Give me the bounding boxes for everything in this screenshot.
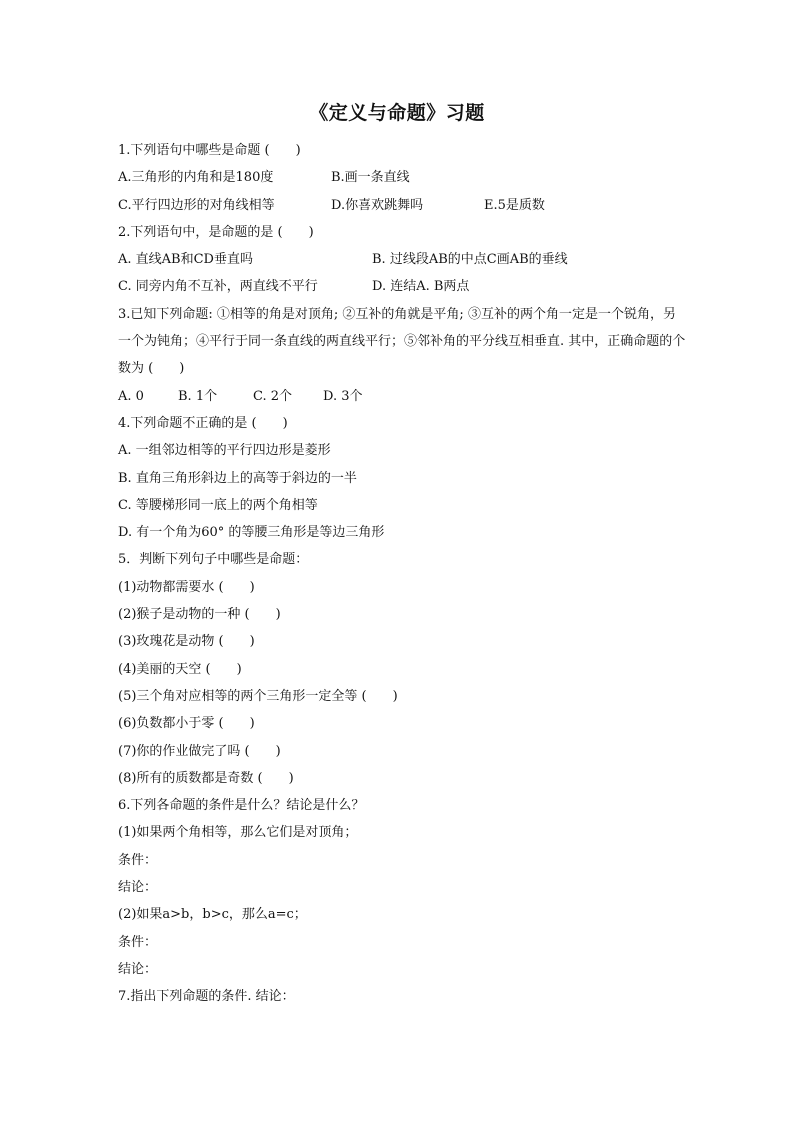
question-4-option-a: A. 一组邻边相等的平行四边形是菱形 — [118, 443, 331, 459]
question-3-option-b: B. 1个 — [178, 388, 218, 404]
question-1-options-row-2 — [118, 192, 688, 219]
question-3-options — [118, 383, 688, 410]
question-6-part-2: (2)如果a>b，b>c，那么a=c； — [118, 907, 307, 923]
question-5-stem: 5．判断下列句子中哪些是命题： — [118, 552, 309, 568]
question-2-option-b: B. 过线段AB的中点C画AB的垂线 — [372, 252, 568, 268]
question-3-option-a: A. 0 — [118, 388, 144, 404]
question-1-option-c: C.平行四边形的对角线相等 — [118, 197, 275, 213]
question-4-option-c: C. 等腰梯形同一底上的两个角相等 — [118, 497, 318, 513]
question-5-item: (6)负数都小于零 ( ) — [118, 716, 255, 732]
question-2-stem: 2.下列语句中，是命题的是 ( ) — [118, 224, 314, 240]
question-1-stem: 1.下列语句中哪些是命题 ( ) — [118, 143, 301, 158]
question-1-option-e: E.5是质数 — [484, 197, 545, 213]
question-6-part-1-conclusion: 结论： — [118, 880, 158, 896]
question-5-item: (2)猴子是动物的一种 ( ) — [118, 607, 281, 623]
question-6-part-2-condition: 条件： — [118, 934, 158, 950]
question-3-option-d: D. 3个 — [323, 388, 363, 404]
question-6-part-2-conclusion: 结论： — [118, 961, 158, 977]
question-1-option-b: B.画一条直线 — [331, 170, 410, 186]
question-2-option-c: C. 同旁内角不互补，两直线不平行 — [118, 279, 318, 295]
question-6-part-1-condition: 条件： — [118, 852, 158, 868]
question-2-options-row-2 — [118, 273, 688, 300]
question-1-option-a: A.三角形的内角和是180度 — [118, 170, 274, 186]
question-2-option-d: D. 连结A. B两点 — [372, 279, 470, 295]
question-5-item: (3)玫瑰花是动物 ( ) — [118, 634, 255, 650]
question-3-stem: 3.已知下列命题: ①相等的角是对顶角; ②互补的角就是平角; ③互补的两个角一定是一个锐角，另一个为钝角；④平行于同一条直线的两直线平行；⑤邻补角的平分线互相垂直. 其中，正确命题的个数为 ( ) — [118, 306, 686, 377]
question-1-options-row-1 — [118, 164, 688, 191]
question-6-stem: 6.下列各命题的条件是什么？结论是什么？ — [118, 798, 365, 814]
question-4-stem: 4.下列命题不正确的是 ( ) — [118, 415, 288, 431]
question-7-stem: 7.指出下列命题的条件. 结论： — [118, 989, 295, 1005]
page-title: 《定义与命题》习题 — [309, 102, 485, 124]
question-5-item: (7)你的作业做完了吗 ( ) — [118, 743, 281, 759]
question-2-options-row-1 — [118, 246, 688, 273]
question-2-option-a: A. 直线AB和CD垂直吗 — [118, 252, 253, 268]
question-4-option-d: D. 有一个角为60° 的等腰三角形是等边三角形 — [118, 525, 385, 541]
question-1-option-d: D.你喜欢跳舞吗 — [331, 197, 424, 213]
question-4-option-b: B. 直角三角形斜边上的高等于斜边的一半 — [118, 470, 357, 486]
question-5-item: (5)三个角对应相等的两个三角形一定全等 ( ) — [118, 688, 398, 704]
worksheet-content — [118, 137, 688, 1011]
question-3-option-c: C. 2个 — [253, 388, 293, 404]
question-5-item: (8)所有的质数都是奇数 ( ) — [118, 770, 294, 786]
question-5-item: (1)动物都需要水 ( ) — [118, 579, 255, 595]
question-5-item: (4)美丽的天空 ( ) — [118, 661, 242, 677]
question-6-part-1: (1)如果两个角相等，那么它们是对顶角； — [118, 825, 358, 841]
